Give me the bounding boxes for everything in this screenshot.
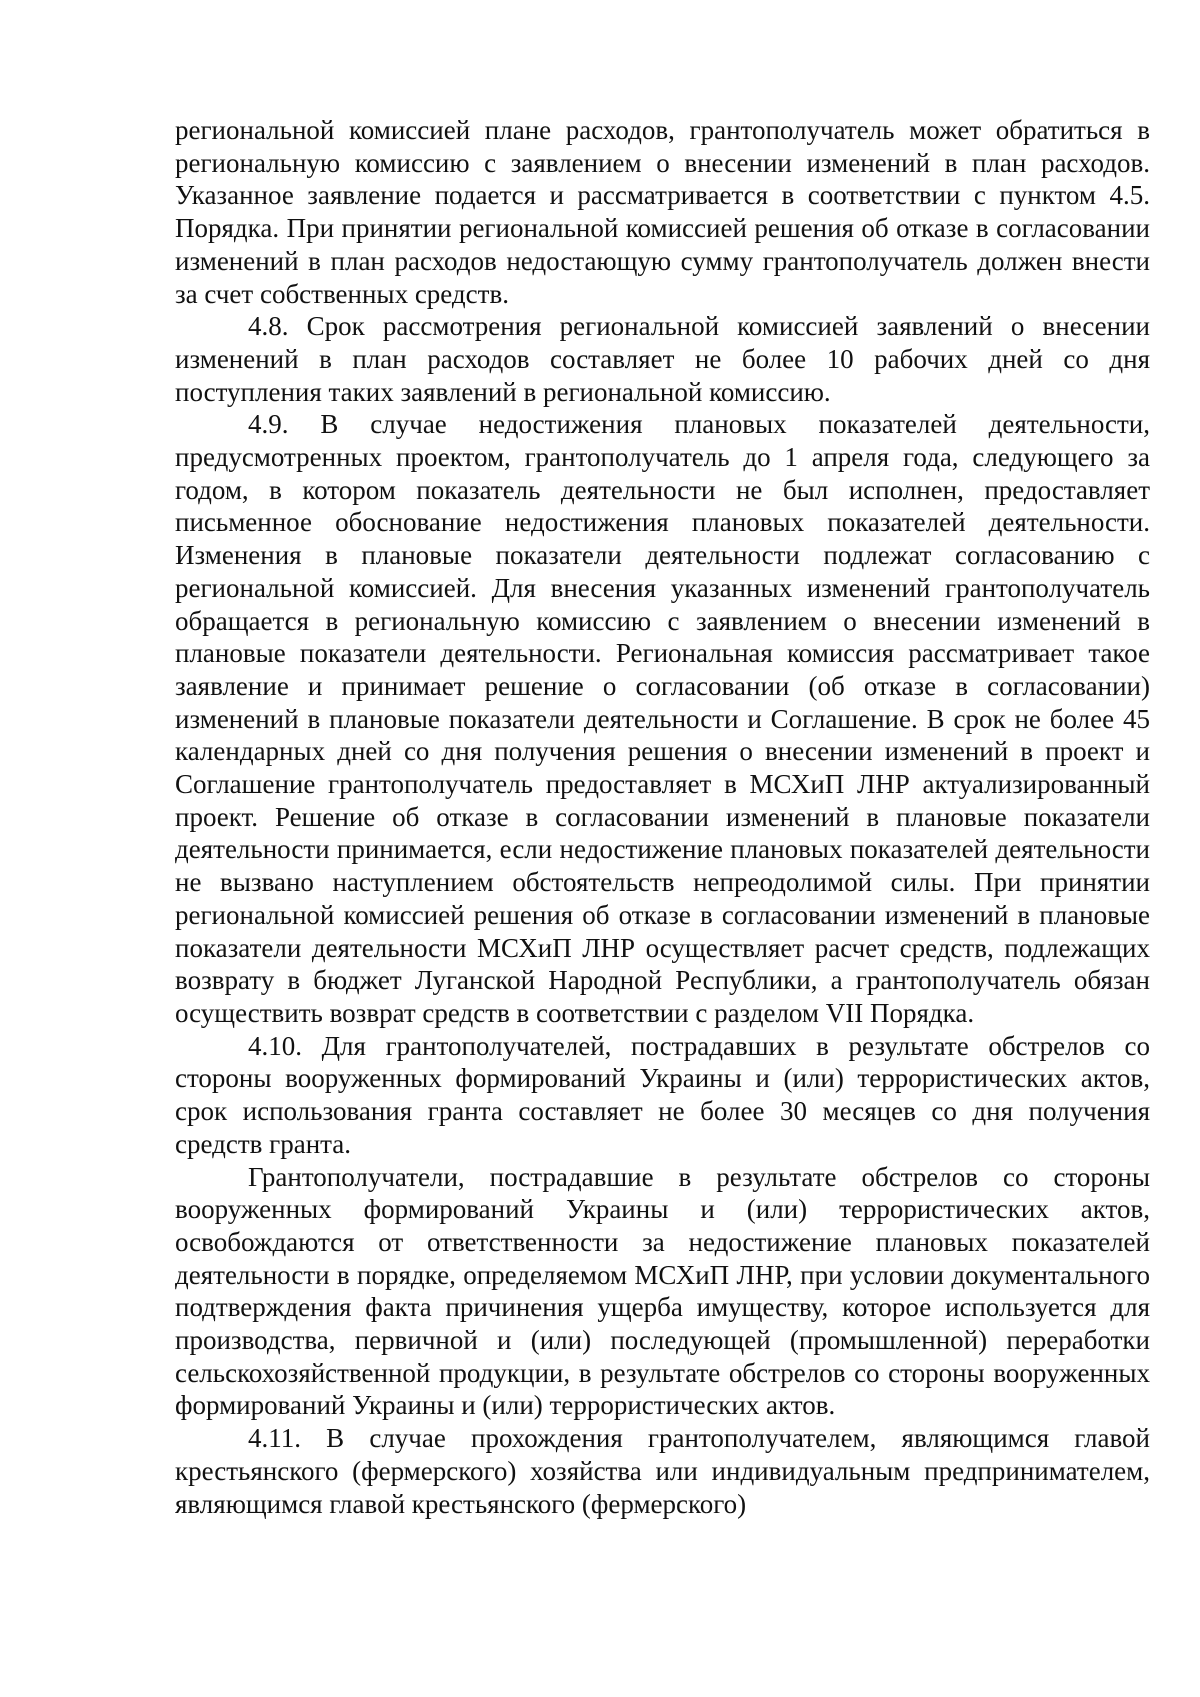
paragraph-4-10-cont: Грантополучатели, пострадавшие в результате обстрелов со стороны вооруженных формирований Украины и (или) террористических актов, освобождаются от ответственности за недостижение плановых показателей деятельности в порядке, определяемом МСХиП ЛНР, при условии документального подтверждения факта причинения ущерба имуществу, которое используется для производства, первичной и (или) последующей (промышленной) переработки сельскохозяйственной продукции, в результате обстрелов со стороны вооруженных формирований Украины и (или) террористических актов. [175, 1161, 1150, 1421]
paragraph-4-8: 4.8. Срок рассмотрения региональной комиссией заявлений о внесении изменений в план расходов составляет не более 10 рабочих дней со дня поступления таких заявлений в региональной комиссию. [175, 311, 1150, 407]
paragraph-4-9: 4.9. В случае недостижения плановых показателей деятельности, предусмотренных проектом, грантополучатель до 1 апреля года, следующего за годом, в котором показатель деятельности не был исполнен, предоставляет письменное обоснование недостижения плановых показателей деятельности. Изменения в плановые показатели деятельности подлежат согласованию с региональной комиссией. Для внесения указанных изменений грантополучатель обращается в региональную комиссию с заявлением о внесении изменений в плановые показатели деятельности. Региональная комиссия рассматривает такое заявление и принимает решение о согласовании (об отказе в согласовании) изменений в плановые показатели деятельности и Соглашение. В срок не более 45 календарных дней со дня получения решения о внесении изменений в проект и Соглашение грантополучатель предоставляет в МСХиП ЛНР актуализированный проект. Решение об отказе в согласовании изменений в плановые показатели деятельности принимается, если недостижение плановых показателей деятельности не вызвано наступлением обстоятельств непреодолимой силы. При принятии региональной комиссией решения об отказе в согласовании изменений в плановые показатели деятельности МСХиП ЛНР осуществляет расчет средств, подлежащих возврату в бюджет Луганской Народной Республики, а грантополучатель обязан осуществить возврат средств в соответствии с разделом VII Порядка. [175, 409, 1150, 1028]
paragraph-4-11: 4.11. В случае прохождения грантополучателем, являющимся главой крестьянского (фермерского) хозяйства или индивидуальным предпринимателем, являющимся главой крестьянского (фермерского) [175, 1423, 1150, 1519]
paragraph-continuation: региональной комиссией плане расходов, грантополучатель может обратиться в региональную комиссию с заявлением о внесении изменений в план расходов. Указанное заявление подается и рассматривается в соответствии с пунктом 4.5. Порядка. При принятии региональной комиссией решения об отказе в согласовании изменений в план расходов недостающую сумму грантополучатель должен внести за счет собственных средств. [175, 115, 1150, 309]
paragraph-4-10: 4.10. Для грантополучателей, пострадавших в результате обстрелов со стороны вооруженных формирований Украины и (или) террористических актов, срок использования гранта составляет не более 30 месяцев со дня получения средств гранта. [175, 1030, 1150, 1159]
document-body [175, 114, 1150, 1520]
